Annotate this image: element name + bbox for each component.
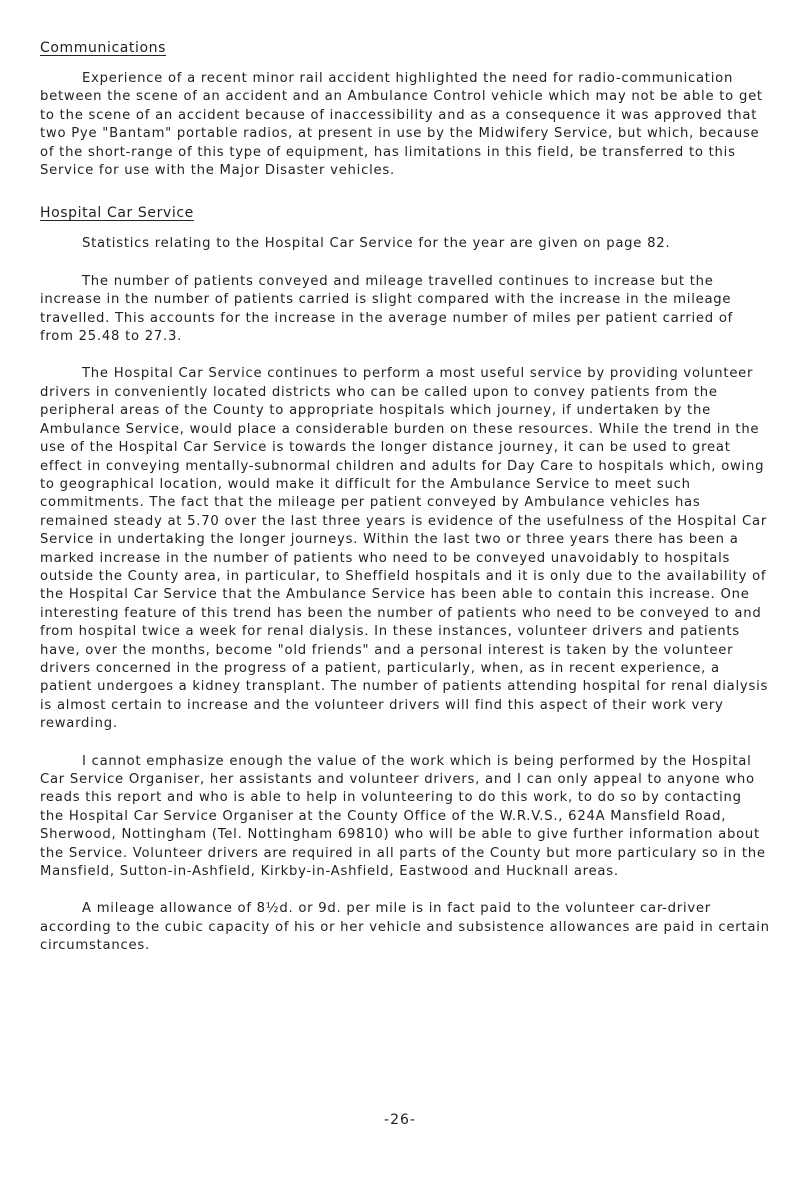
page-number: -26-	[384, 1112, 416, 1128]
paragraph: Experience of a recent minor rail accident highlighted the need for radio-communication between the scene of an accident and an Ambulance Control vehicle which may not be able to get to the scene of an accident because of inaccessibility and as a consequence it was approved that two Pye "Bantam" portable radios, at present in use by the Midwifery Service, but which, because of the short-range of this type of equipment, has limitations in this field, be transferred to this Service for use with the Major Disaster vehicles.	[40, 71, 763, 179]
paragraph: I cannot emphasize enough the value of the work which is being performed by the Hospital Car Service Organiser, her assistants and volunteer drivers, and I can only appeal to anyone who reads this report and who is able to help in volunteering to do this work, to do so by contacting the Hospital Car Service Organiser at the County Office of the W.R.V.S., 624A Mansfield Road, Sherwood, Nottingham (Tel. Nottingham 69810) who will be able to give further information about the Service. Volunteer drivers are required in all parts of the County but more particulary so in the Mansfield, Sutton-in-Ashfield, Kirkby-in-Ashfield, Eastwood and Hucknall areas.	[40, 753, 766, 880]
paragraph: Statistics relating to the Hospital Car Service for the year are given on page 82.	[82, 236, 671, 252]
document-page	[40, 40, 770, 975]
paragraph: A mileage allowance of 8½d. or 9d. per mile is in fact paid to the volunteer car-driver according to the cubic capacity of his or her vehicle and subsistence allowances are paid in certain circumstances.	[40, 901, 770, 954]
section-heading-hospital-car-service: Hospital Car Service	[40, 205, 194, 222]
section-heading-communications: Communications	[40, 40, 167, 56]
paragraph: The number of patients conveyed and mileage travelled continues to increase but the increase in the number of patients carried is slight compared with the increase in the mileage travelled. This accounts for the increase in the average number of miles per patient carried of from 25.48 to 27.3.	[40, 273, 734, 345]
paragraph: The Hospital Car Service continues to perform a most useful service by providing volunteer drivers in conveniently located districts who can be called upon to convey patients from the peripheral areas of the County to appropriate hospitals which journey, if undertaken by the Ambulance Service, would place a considerable burden on these resources. While the trend in the use of the Hospital Car Service is towards the longer distance journey, it can be used to great effect in conveying mentally-subnormal children and adults for Day Care to hospitals which, owing to geographical location, would make it difficult for the Ambulance Service to meet such commitments. The fact that the mileage per patient conveyed by Ambulance vehicles has remained steady at 5.70 over the last three years is evidence of the usefulness of the Hospital Car Service in undertaking the longer journeys. Within the last two or three years there has been a marked increase in the number of patients who need to be conveyed unavoidably to hospitals outside the County area, in particular, to Sheffield hospitals and it is only due to the availability of the Hospital Car Service that the Ambulance Service has been able to contain this increase. One interesting feature of this trend has been the number of patients who need to be conveyed to and from hospital twice a week for renal dialysis. In these instances, volunteer drivers and patients have, over the months, become "old friends" and a personal interest is taken by the volunteer drivers concerned in the progress of a patient, particularly, when, as in recent experience, a patient undergoes a kidney transplant. The number of patients attending hospital for renal dialysis is almost certain to increase and the volunteer drivers will find this aspect of their work very rewarding.	[40, 366, 769, 732]
